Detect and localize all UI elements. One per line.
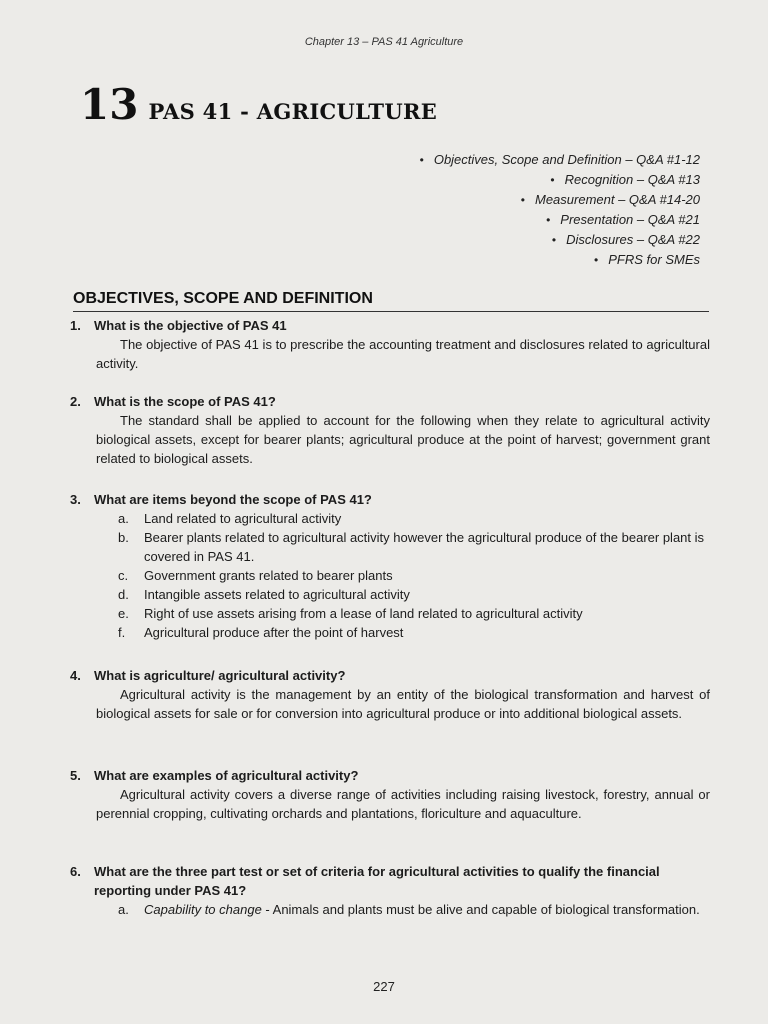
bullet-icon: • <box>520 193 525 207</box>
list-item: b. Bearer plants related to agricultural activity however the agricultural produce of the bearer plant is covered in PAS 41. <box>118 530 705 564</box>
question: 3. What are items beyond the scope of PAS 41? <box>70 492 372 507</box>
bullet-icon: • <box>419 153 424 167</box>
page-number: 227 <box>373 979 395 994</box>
running-head: Chapter 13 – PAS 41 Agriculture <box>304 36 464 48</box>
list-item: d. Intangible assets related to agricultural activity <box>118 587 410 602</box>
toc-item: • Presentation – Q&A #21 <box>546 212 700 227</box>
chapter-title <box>80 80 437 129</box>
answer: Agricultural activity is the management by an entity of the biological transformation and harvest of biological assets for sale or for conversion into agricultural produce or into additional biological assets. <box>96 687 710 721</box>
bullet-icon: • <box>594 253 599 267</box>
question: 2. What is the scope of PAS 41? <box>70 394 276 409</box>
list-item: a. Capability to change - Animals and plants must be alive and capable of biological transformation. <box>118 902 700 917</box>
toc-item: • PFRS for SMEs <box>594 252 700 267</box>
chapter-name: PAS 41 - AGRICULTURE <box>148 99 438 124</box>
toc-item: • Disclosures – Q&A #22 <box>551 232 700 247</box>
answer: The objective of PAS 41 is to prescribe the accounting treatment and disclosures related to agricultural activity. <box>96 337 710 371</box>
question: 4. What is agriculture/ agricultural activity? <box>70 668 346 683</box>
criterion-term: Capability to change <box>144 902 262 917</box>
question: 1. What is the objective of PAS 41 <box>70 318 287 333</box>
list-item: f. Agricultural produce after the point of harvest <box>118 625 404 640</box>
qa-item <box>70 766 710 823</box>
toc-item: • Measurement – Q&A #14-20 <box>520 192 700 207</box>
qa-item <box>70 666 710 723</box>
qa-item <box>70 392 710 468</box>
list-item: e. Right of use assets arising from a lease of land related to agricultural activity <box>118 606 583 621</box>
chapter-number: 13 <box>80 80 139 129</box>
question: 5. What are examples of agricultural activity? <box>70 768 359 783</box>
bullet-icon: • <box>546 213 551 227</box>
section-heading: OBJECTIVES, SCOPE AND DEFINITION <box>73 290 709 312</box>
answer: The standard shall be applied to account for the following when they relate to agricultural activity biological assets, except for bearer plants; agricultural produce at the point of harvest; government grant related to biological assets. <box>96 413 710 466</box>
exclusion-list <box>118 509 710 642</box>
toc-item: • Objectives, Scope and Definition – Q&A #1-12 <box>419 152 700 167</box>
chapter-contents <box>326 150 706 270</box>
qa-item <box>70 316 710 373</box>
qa-item <box>70 862 710 919</box>
toc-item: • Recognition – Q&A #13 <box>550 172 700 187</box>
bullet-icon: • <box>551 233 557 247</box>
criteria-list <box>118 900 710 919</box>
qa-item <box>70 490 710 642</box>
question: 6. What are the three part test or set of criteria for agricultural activities to qualify the financial reporting under PAS 41? <box>70 864 660 898</box>
list-item: a. Land related to agricultural activity <box>118 511 342 526</box>
bullet-icon: • <box>550 173 555 187</box>
list-item: c. Government grants related to bearer plants <box>118 568 393 583</box>
answer: Agricultural activity covers a diverse range of activities including raising livestock, forestry, annual or perennial cropping, cultivating orchards and plantations, floriculture and aquaculture. <box>96 787 710 821</box>
